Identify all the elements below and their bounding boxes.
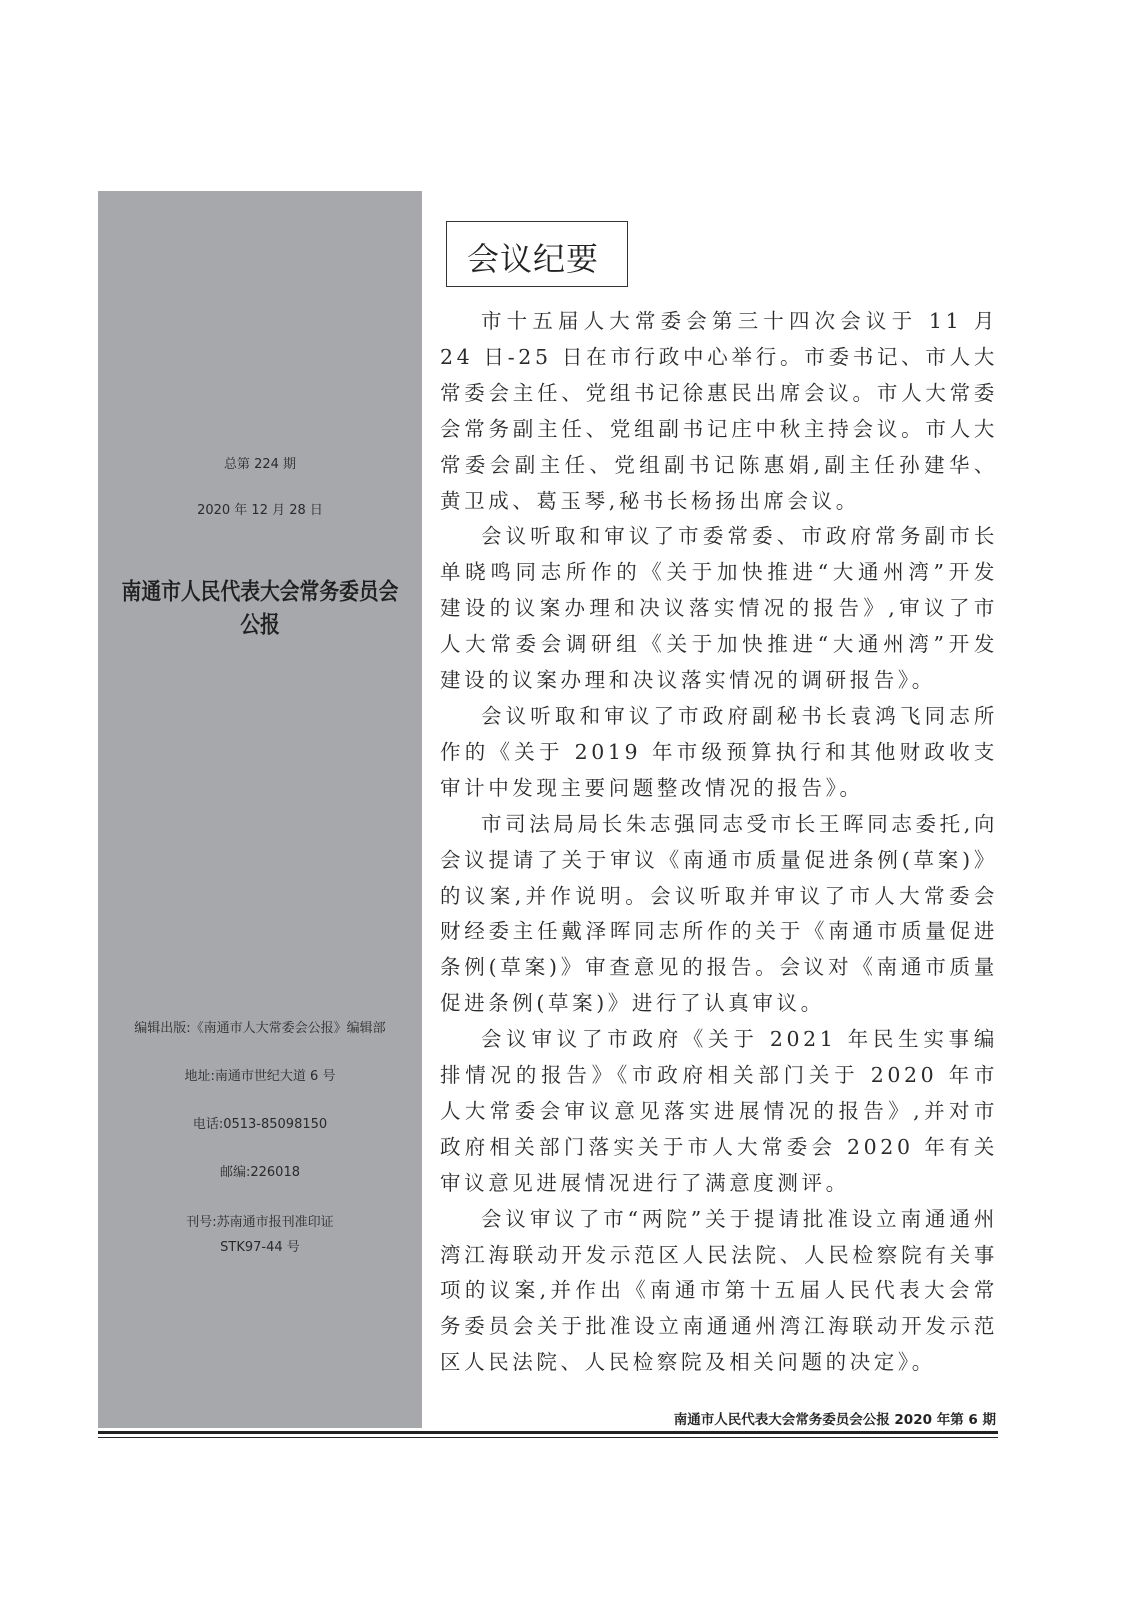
running-footer: 南通市人民代表大会常务委员会公报 2020 年第 6 期 <box>673 1412 996 1428</box>
article-paragraph: 会议审议了市“两院”关于提请批准设立南通通州湾江海联动开发示范区人民法院、人民检察院有关事项的议案,并作出《南通市第十五届人民代表大会常务委员会关于批准设立南通通州湾江海联动开发示范区人民法院、人民检察院及相关问题的决定》。 <box>440 1206 998 1375</box>
phone-info: 电话:0513-85098150 <box>192 1117 328 1132</box>
footer-rule-thick <box>98 1431 998 1434</box>
section-heading-box <box>446 221 628 287</box>
article-paragraph: 市十五届人大常委会第三十四次会议于 11 月 24 日-25 日在市行政中心举行。市委书记、市人大常委会主任、党组书记徐惠民出席会议。市人大常委会常务副主任、党组副书记庄中秋主持会议。市人大常委会副主任、党组副书记陈惠娟,副主任孙建华、黄卫成、葛玉琴,秘书长杨扬出席会议。 <box>440 309 998 513</box>
permit-number: STK97-44 号 <box>220 1240 300 1255</box>
address-info: 地址:南通市世纪大道 6 号 <box>184 1069 336 1084</box>
issue-date: 2020 年 12 月 28 日 <box>197 503 323 518</box>
publication-title: 南通市人民代表大会常务委员会公报 <box>121 579 399 638</box>
article-paragraph: 会议听取和审议了市政府副秘书长袁鸿飞同志所作的《关于 2019 年市级预算执行和其他财政收支审计中发现主要问题整改情况的报告》。 <box>440 703 998 800</box>
postcode-info: 邮编:226018 <box>219 1165 300 1180</box>
permit-info: 刊号:苏南通市报刊准印证 <box>186 1215 334 1230</box>
sidebar-panel <box>98 191 422 1428</box>
article-paragraph: 会议听取和审议了市委常委、市政府常务副市长单晓鸣同志所作的《关于加快推进“大通州湾”开发建设的议案办理和决议落实情况的报告》,审议了市人大常委会调研组《关于加快推进“大通州湾”开发建设的议案办理和决议落实情况的调研报告》。 <box>440 524 998 693</box>
publisher-info: 编辑出版:《南通市人大常委会公报》编辑部 <box>134 1021 386 1036</box>
article-body <box>440 304 998 1381</box>
section-title: 会议纪要 <box>467 240 600 278</box>
article-paragraph: 市司法局局长朱志强同志受市长王晖同志委托,向会议提请了关于审议《南通市质量促进条例(草案)》的议案,并作说明。会议听取并审议了市人大常委会财经委主任戴泽晖同志所作的关于《南通市质量促进条例(草案)》审查意见的报告。会议对《南通市质量促进条例(草案)》进行了认真审议。 <box>440 811 998 1016</box>
footer-rule-thin <box>98 1437 998 1438</box>
article-paragraph: 会议审议了市政府《关于 2021 年民生实事编排情况的报告》《市政府相关部门关于 2020 年市人大常委会审议意见落实进展情况的报告》,并对市政府相关部门落实关于市人大常委会 2020 年有关审议意见进展情况进行了满意度测评。 <box>440 1027 998 1195</box>
issue-number: 总第 224 期 <box>223 457 297 472</box>
